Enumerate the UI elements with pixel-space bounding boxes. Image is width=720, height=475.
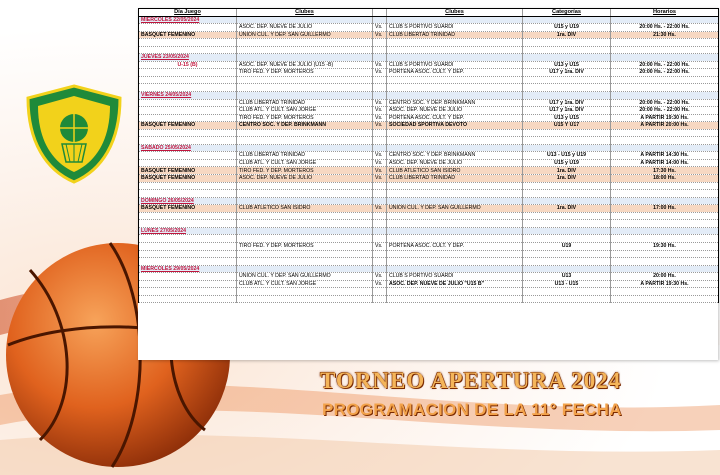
cell-vs: Vs. [373, 69, 387, 77]
empty-row [139, 295, 719, 303]
cell-home-club [237, 16, 373, 24]
cell-time: 20:00 Hs. - 22:00 Hs. [611, 107, 719, 115]
cell-day-label [139, 295, 237, 303]
cell-time [611, 235, 719, 243]
header-horarios: Horarios [611, 9, 719, 17]
cell-vs [373, 265, 387, 273]
cell-vs [373, 46, 387, 54]
table-row [139, 99, 719, 107]
cell-away-club [387, 182, 523, 190]
cell-home-club [237, 227, 373, 235]
empty-row [139, 288, 719, 296]
empty-row [139, 76, 719, 84]
cell-time [611, 227, 719, 235]
cell-category: U15 y U19 [523, 24, 611, 32]
cell-away-club: UNION CUL. Y DEP. SAN GUILLERMO [387, 205, 523, 213]
cell-away-club: ASOC. DEP. NUEVE DE JULIO [387, 159, 523, 167]
cell-away-club: CENTRO SOC. Y DEP. BRINKMANN [387, 152, 523, 160]
cell-vs [373, 220, 387, 228]
cell-vs: Vs. [373, 159, 387, 167]
cell-away-club: CLUB S PORTIVO SUARDI [387, 24, 523, 32]
cell-category [523, 92, 611, 100]
cell-vs: Vs. [373, 242, 387, 250]
cell-time [611, 129, 719, 137]
cell-time: 20:00 Hs. [611, 273, 719, 281]
cell-home-club: TIRO FED. Y DEP. MORTEROS [237, 167, 373, 175]
table-row [139, 114, 719, 122]
cell-time [611, 16, 719, 24]
table-header-row [139, 9, 719, 17]
cell-day-label [139, 39, 237, 47]
cell-vs: Vs. [373, 99, 387, 107]
cell-day-label [139, 182, 237, 190]
cell-category [523, 137, 611, 145]
cell-away-club: CLUB LIBERTAD TRINIDAD [387, 175, 523, 183]
cell-home-club: TIRO FED. Y DEP. MORTEROS [237, 69, 373, 77]
header-categorias: Categorías [523, 9, 611, 17]
cell-category [523, 295, 611, 303]
cell-time: 19:30 Hs. [611, 242, 719, 250]
cell-time: 17:00 Hs. [611, 205, 719, 213]
cell-away-club: ASOC. DEP. NUEVE DE JULIO "U15 B" [387, 280, 523, 288]
cell-home-club [237, 144, 373, 152]
cell-day-label: LUNES 27/05/2024 [139, 227, 237, 235]
cell-away-club: PORTEÑA ASOC. CULT. Y DEP. [387, 69, 523, 77]
cell-day-label: VIERNES 24/05/2024 [139, 92, 237, 100]
cell-away-club [387, 39, 523, 47]
cell-time: 20:00 Hs. - 22:00 Hs. [611, 99, 719, 107]
cell-away-club [387, 84, 523, 92]
cell-day-label [139, 212, 237, 220]
cell-home-club: CLUB ATL. Y CULT. SAN JORGE [237, 280, 373, 288]
cell-away-club: ASOC. DEP. NUEVE DE JULIO [387, 107, 523, 115]
cell-time: A PARTIR 14:30 Hs. [611, 152, 719, 160]
cell-away-club [387, 295, 523, 303]
cell-away-club [387, 46, 523, 54]
cell-vs: Vs. [373, 31, 387, 39]
cell-away-club: PORTEÑA ASOC. CULT. Y DEP. [387, 114, 523, 122]
cell-category [523, 227, 611, 235]
cell-time [611, 39, 719, 47]
cell-time [611, 182, 719, 190]
header-clubes-visitante: Clubes [387, 9, 523, 17]
table-row [139, 167, 719, 175]
cell-day-label [139, 137, 237, 145]
table-row [139, 61, 719, 69]
cell-home-club [237, 84, 373, 92]
cell-time [611, 54, 719, 62]
table-row [139, 152, 719, 160]
cell-time: 21:30 Hs. [611, 31, 719, 39]
cell-time [611, 265, 719, 273]
empty-row [139, 137, 719, 145]
cell-category: 1ra. DIV [523, 167, 611, 175]
cell-home-club: CLUB ATL. Y CULT. SAN JORGE [237, 159, 373, 167]
cell-category [523, 54, 611, 62]
cell-day-label: BASQUET FEMENINO [139, 122, 237, 130]
cell-away-club [387, 265, 523, 273]
cell-vs [373, 92, 387, 100]
cell-away-club [387, 220, 523, 228]
cell-home-club [237, 288, 373, 296]
cell-time [611, 212, 719, 220]
cell-category [523, 76, 611, 84]
cell-time: 20:00 Hs. - 22:00 Hs. [611, 69, 719, 77]
cell-category [523, 182, 611, 190]
cell-away-club [387, 227, 523, 235]
cell-category [523, 197, 611, 205]
cell-home-club [237, 220, 373, 228]
cell-away-club [387, 16, 523, 24]
cell-category [523, 250, 611, 258]
cell-home-club [237, 129, 373, 137]
table-row [139, 175, 719, 183]
cell-time [611, 295, 719, 303]
cell-home-club: CLUB ATL. Y CULT. SAN JORGE [237, 107, 373, 115]
cell-category: 1ra. DIV [523, 31, 611, 39]
cell-day-label [139, 152, 237, 160]
cell-away-club: SOCIEDAD SPORTIVA DEVOTO [387, 122, 523, 130]
cell-vs: Vs. [373, 205, 387, 213]
cell-away-club [387, 250, 523, 258]
cell-time [611, 258, 719, 266]
round-subtitle: PROGRAMACION DE LA 11° FECHA [322, 400, 622, 419]
cell-home-club [237, 235, 373, 243]
empty-row [139, 46, 719, 54]
cell-category: U15 y U19 [523, 159, 611, 167]
cell-vs [373, 76, 387, 84]
cell-home-club [237, 76, 373, 84]
header-clubes-local: Clubes [237, 9, 373, 17]
cell-category [523, 144, 611, 152]
empty-row [139, 220, 719, 228]
cell-category [523, 220, 611, 228]
cell-time [611, 190, 719, 198]
cell-time: 20:00 Hs. - 22:00 Hs. [611, 24, 719, 32]
cell-time [611, 76, 719, 84]
cell-away-club [387, 235, 523, 243]
cell-vs [373, 190, 387, 198]
cell-day-label [139, 258, 237, 266]
cell-day-label [139, 114, 237, 122]
empty-row [139, 258, 719, 266]
table-row [139, 159, 719, 167]
empty-row [139, 190, 719, 198]
cell-day-label: DOMINGO 26/05/2024 [139, 197, 237, 205]
cell-away-club: CLUB S PORTIVO SUARDI [387, 61, 523, 69]
cell-time [611, 84, 719, 92]
cell-time [611, 92, 719, 100]
cell-vs [373, 235, 387, 243]
cell-day-label [139, 46, 237, 54]
cell-day-label [139, 235, 237, 243]
schedule-sheet [138, 8, 718, 360]
association-logo [22, 82, 126, 186]
cell-home-club [237, 295, 373, 303]
cell-category [523, 190, 611, 198]
cell-away-club [387, 197, 523, 205]
cell-time [611, 288, 719, 296]
cell-category [523, 46, 611, 54]
cell-category: U15 Y U17 [523, 122, 611, 130]
cell-away-club [387, 92, 523, 100]
table-row [139, 280, 719, 288]
table-row [139, 242, 719, 250]
cell-home-club [237, 182, 373, 190]
cell-vs [373, 295, 387, 303]
empty-row [139, 39, 719, 47]
cell-away-club [387, 190, 523, 198]
cell-vs [373, 288, 387, 296]
cell-day-label [139, 220, 237, 228]
header-vs [373, 9, 387, 17]
cell-day-label: BASQUET FEMENINO [139, 205, 237, 213]
cell-vs [373, 144, 387, 152]
cell-day-label [139, 76, 237, 84]
cell-away-club: CENTRO SOC. Y DEP. BRINKMANN [387, 99, 523, 107]
schedule-table [138, 8, 719, 303]
cell-home-club: CLUB LIBERTAD TRINIDAD [237, 99, 373, 107]
cell-time: 18:00 Hs. [611, 175, 719, 183]
cell-home-club: CLUB LIBERTAD TRINIDAD [237, 152, 373, 160]
cell-category [523, 258, 611, 266]
cell-vs: Vs. [373, 107, 387, 115]
empty-row [139, 212, 719, 220]
cell-away-club [387, 137, 523, 145]
cell-category: U17 y 1ra. DIV [523, 107, 611, 115]
cell-day-label: MIERCOLES 29/05/2024 [139, 265, 237, 273]
cell-vs [373, 137, 387, 145]
cell-category: U13 - U15 y U19 [523, 152, 611, 160]
cell-day-label: U-15 (B) [139, 61, 237, 69]
cell-vs: Vs. [373, 114, 387, 122]
cell-home-club: UNION CUL. Y DEP. SAN GUILLERMO [237, 31, 373, 39]
header-dia-juego: Día Juego [139, 9, 237, 17]
cell-vs [373, 54, 387, 62]
cell-time: A PARTIR 19:30 Hs. [611, 114, 719, 122]
cell-day-label [139, 190, 237, 198]
cell-day-label [139, 280, 237, 288]
cell-home-club: TIRO FED. Y DEP. MORTEROS [237, 114, 373, 122]
cell-away-club [387, 212, 523, 220]
cell-home-club [237, 190, 373, 198]
cell-day-label: BASQUET FEMENINO [139, 31, 237, 39]
cell-time: 20:00 Hs. - 22:00 Hs. [611, 61, 719, 69]
cell-time: 17:30 Hs. [611, 167, 719, 175]
cell-category: U19 [523, 242, 611, 250]
day-row [139, 16, 719, 24]
cell-home-club: CLUB ATLETICO SAN ISIDRO [237, 205, 373, 213]
cell-away-club [387, 144, 523, 152]
cell-category: U17 y 1ra. DIV [523, 69, 611, 77]
day-row [139, 54, 719, 62]
cell-day-label [139, 159, 237, 167]
day-row [139, 197, 719, 205]
table-row [139, 31, 719, 39]
cell-category [523, 39, 611, 47]
cell-category: U13 y U15 [523, 114, 611, 122]
cell-day-label [139, 129, 237, 137]
cell-category [523, 288, 611, 296]
cell-vs: Vs. [373, 273, 387, 281]
empty-row [139, 250, 719, 258]
cell-home-club: ASOC. DEP. NUEVE DE JULIO [237, 24, 373, 32]
cell-time [611, 197, 719, 205]
cell-day-label: BASQUET FEMENINO [139, 167, 237, 175]
cell-time [611, 220, 719, 228]
cell-time [611, 144, 719, 152]
cell-home-club [237, 197, 373, 205]
cell-home-club: ASOC. DEP. NUEVE DE JULIO [237, 175, 373, 183]
cell-away-club [387, 129, 523, 137]
cell-away-club: CLUB S PORTIVO SUARDI [387, 273, 523, 281]
cell-away-club: PORTEÑA ASOC. CULT. Y DEP. [387, 242, 523, 250]
day-row [139, 227, 719, 235]
cell-vs: Vs. [373, 175, 387, 183]
cell-away-club [387, 258, 523, 266]
table-row [139, 107, 719, 115]
cell-away-club [387, 76, 523, 84]
cell-home-club [237, 137, 373, 145]
cell-vs [373, 182, 387, 190]
cell-home-club: ASOC. DEP. NUEVE DE JULIO (U15 -B) [237, 61, 373, 69]
cell-category [523, 84, 611, 92]
cell-home-club [237, 54, 373, 62]
cell-home-club: CENTRO SOC. Y DEP. BRINKMANN [237, 122, 373, 130]
cell-category [523, 16, 611, 24]
cell-vs [373, 250, 387, 258]
table-row [139, 273, 719, 281]
table-row [139, 24, 719, 32]
cell-time: A PARTIR 19:30 Hs. [611, 280, 719, 288]
cell-day-label: JUEVES 23/05/2024 [139, 54, 237, 62]
cell-time [611, 137, 719, 145]
cell-home-club [237, 250, 373, 258]
cell-vs [373, 197, 387, 205]
cell-home-club [237, 212, 373, 220]
cell-time [611, 250, 719, 258]
cell-day-label: MIERCOLES 22/05/2024 [139, 16, 237, 24]
cell-day-label [139, 69, 237, 77]
cell-time [611, 46, 719, 54]
cell-away-club: CLUB ATLETICO SAN ISIDRO [387, 167, 523, 175]
empty-row [139, 84, 719, 92]
cell-category: 1ra. DIV [523, 175, 611, 183]
cell-category: U13 [523, 273, 611, 281]
cell-away-club [387, 288, 523, 296]
empty-row [139, 235, 719, 243]
cell-away-club: CLUB LIBERTAD TRINIDAD [387, 31, 523, 39]
cell-vs [373, 258, 387, 266]
cell-vs: Vs. [373, 152, 387, 160]
table-row [139, 122, 719, 130]
cell-vs [373, 212, 387, 220]
cell-category [523, 265, 611, 273]
cell-category [523, 212, 611, 220]
day-row [139, 92, 719, 100]
cell-home-club: UNION CUL. Y DEP. SAN GUILLERMO [237, 273, 373, 281]
cell-category [523, 235, 611, 243]
cell-home-club: TIRO FED. Y DEP. MORTEROS [237, 242, 373, 250]
cell-vs: Vs. [373, 61, 387, 69]
cell-day-label [139, 84, 237, 92]
cell-day-label [139, 107, 237, 115]
cell-vs [373, 39, 387, 47]
cell-home-club [237, 46, 373, 54]
cell-home-club [237, 258, 373, 266]
cell-day-label [139, 273, 237, 281]
cell-category: U17 y 1ra. DIV [523, 99, 611, 107]
cell-category: 1ra. DIV [523, 205, 611, 213]
day-row [139, 144, 719, 152]
cell-vs: Vs. [373, 280, 387, 288]
cell-vs [373, 16, 387, 24]
cell-day-label: SABADO 25/05/2024 [139, 144, 237, 152]
cell-away-club [387, 54, 523, 62]
cell-home-club [237, 39, 373, 47]
cell-vs: Vs. [373, 122, 387, 130]
cell-time: A PARTIR 20:00 Hs. [611, 122, 719, 130]
cell-category [523, 129, 611, 137]
cell-vs [373, 227, 387, 235]
table-row [139, 69, 719, 77]
cell-day-label: BASQUET FEMENINO [139, 175, 237, 183]
cell-home-club [237, 92, 373, 100]
cell-day-label [139, 242, 237, 250]
cell-time: A PARTIR 14:00 Hs. [611, 159, 719, 167]
cell-category: U13 y U15 [523, 61, 611, 69]
cell-vs [373, 129, 387, 137]
empty-row [139, 129, 719, 137]
day-row [139, 265, 719, 273]
cell-vs [373, 84, 387, 92]
cell-day-label [139, 288, 237, 296]
cell-home-club [237, 265, 373, 273]
cell-day-label [139, 24, 237, 32]
cell-day-label [139, 250, 237, 258]
cell-day-label [139, 99, 237, 107]
cell-category: U13 - U15 [523, 280, 611, 288]
empty-row [139, 182, 719, 190]
tournament-title: TORNEO APERTURA 2024 [320, 368, 622, 393]
cell-vs: Vs. [373, 167, 387, 175]
table-row [139, 205, 719, 213]
cell-vs: Vs. [373, 24, 387, 32]
